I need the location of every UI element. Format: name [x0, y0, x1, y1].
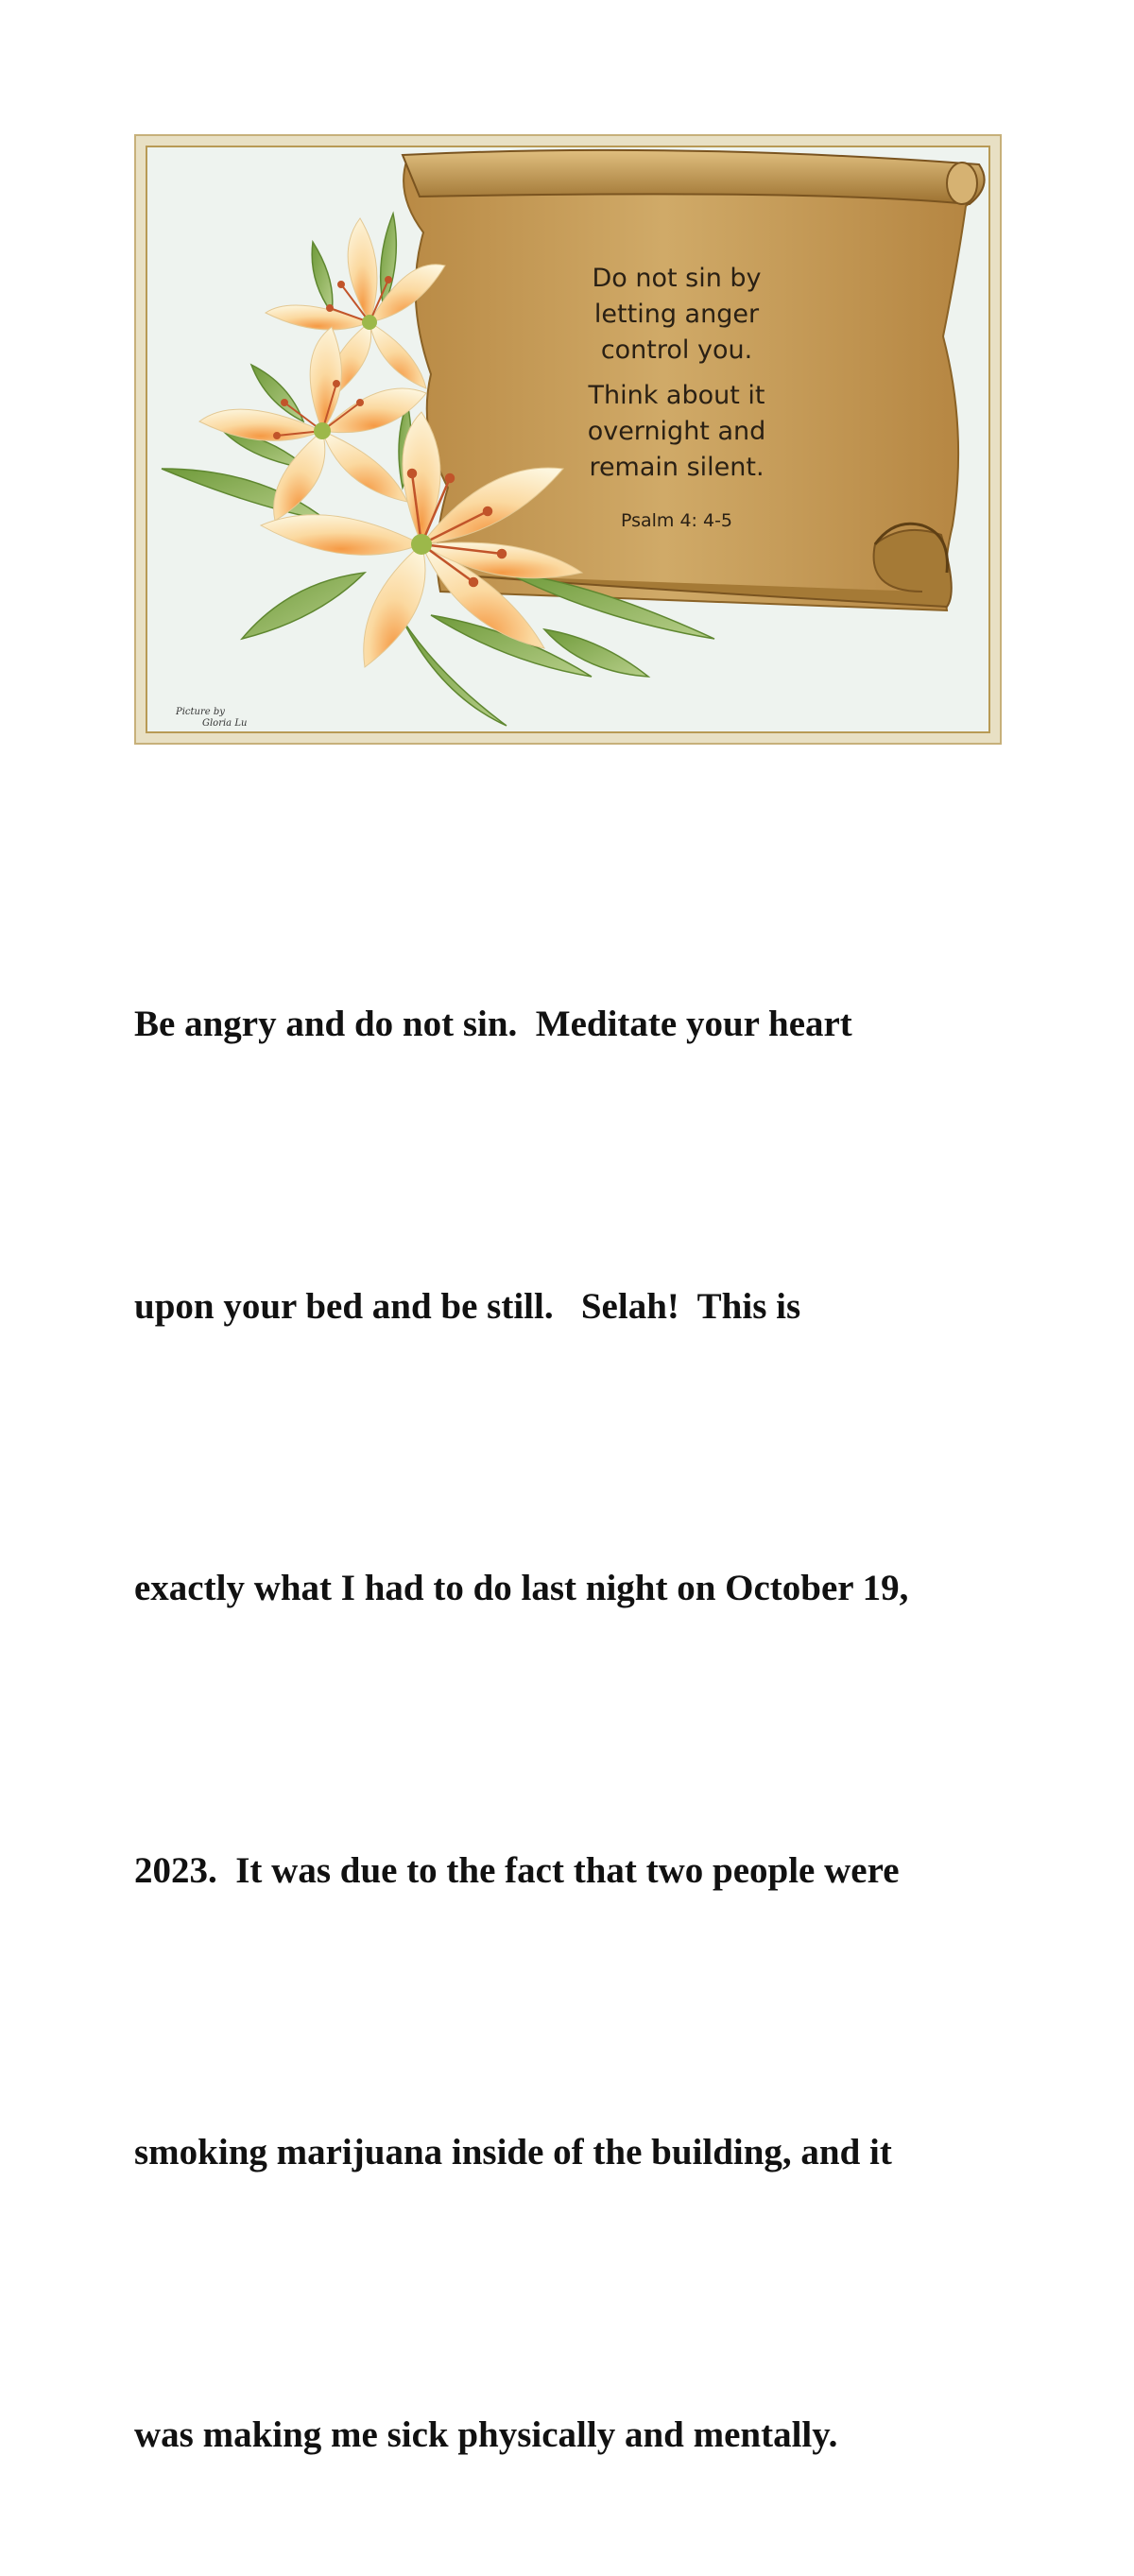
- scroll-stanza-1: [525, 261, 828, 369]
- body-line: Be angry and do not sin. Meditate your heart: [134, 1004, 852, 1044]
- body-line: upon your bed and be still. Selah! This is: [134, 1285, 801, 1327]
- body-paragraph: [134, 789, 1013, 2576]
- scroll-stanza-2: [525, 378, 828, 486]
- scripture-reference: Psalm 4: 4-5: [620, 510, 733, 531]
- body-line: smoking marijuana inside of the building, and it: [134, 2132, 892, 2172]
- scroll-line: remain silent.: [589, 453, 765, 482]
- scripture-picture: [134, 134, 1002, 745]
- scroll-line: overnight and: [587, 417, 766, 446]
- credit-line-2: Gloria Lu: [202, 718, 248, 729]
- body-line: was making me sick physically and mentally.: [134, 2413, 838, 2455]
- scroll-line: Think about it: [588, 381, 765, 410]
- scroll-line: control you.: [600, 335, 753, 365]
- picture-credit: [176, 707, 247, 730]
- picture-canvas: [146, 146, 990, 733]
- body-line: 2023. It was due to the fact that two people were: [134, 1849, 900, 1891]
- body-line: exactly what I had to do last night on October 19,: [134, 1568, 909, 1608]
- scroll-line: letting anger: [593, 300, 760, 329]
- scroll-line: Do not sin by: [592, 264, 762, 293]
- scroll-verse-text: [525, 261, 828, 495]
- credit-line-1: Picture by: [176, 707, 225, 717]
